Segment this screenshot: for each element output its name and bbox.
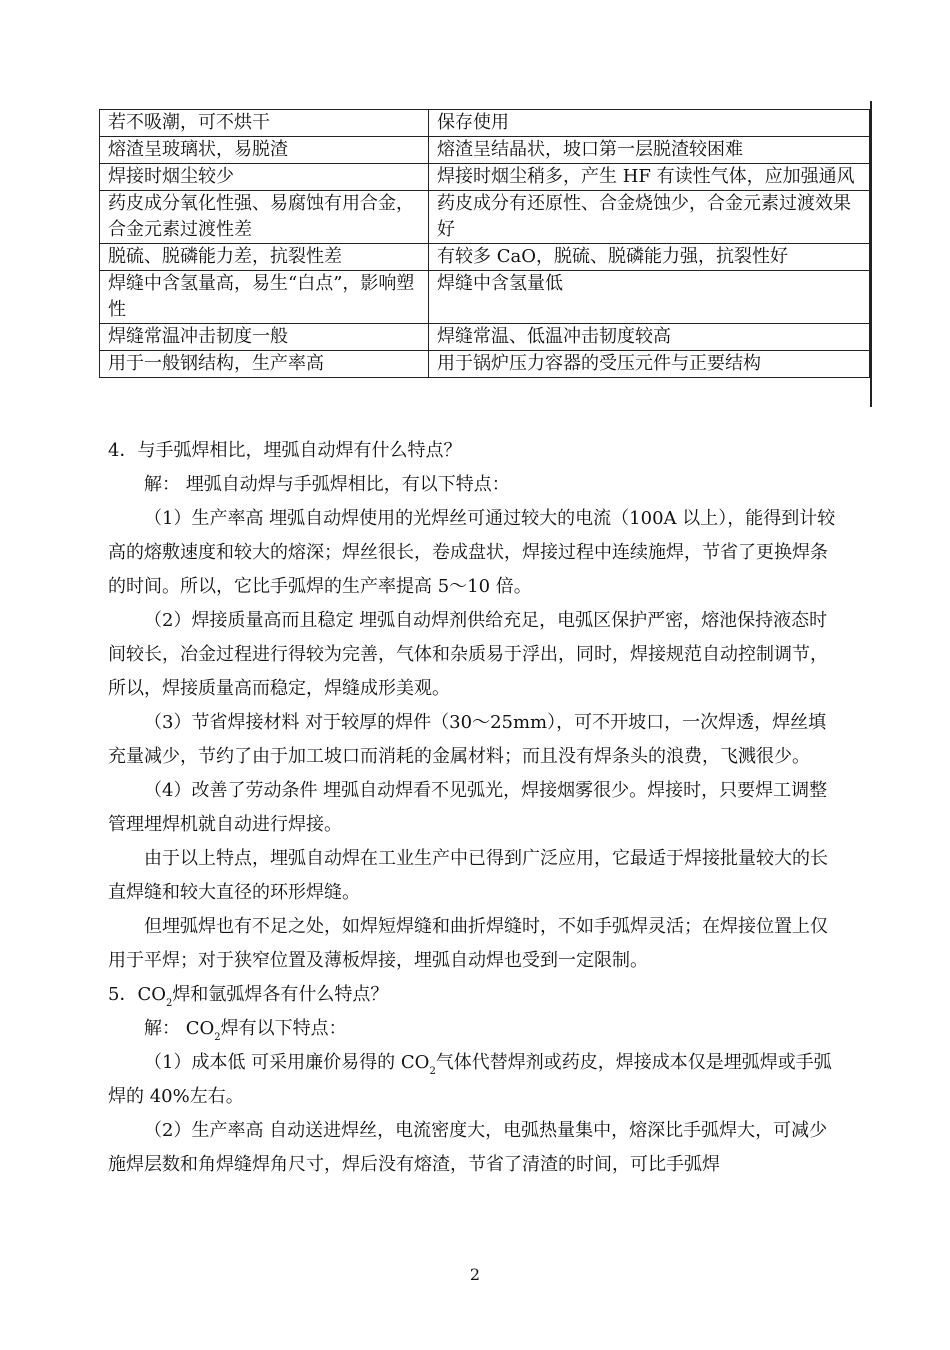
table-cell-right: 有较多 CaO，脱硫、脱磷能力强，抗裂性好 — [429, 244, 870, 271]
question-5-title — [108, 978, 843, 1012]
question-5-answer-prefix: 解： CO — [144, 1018, 215, 1039]
question-4-summary: 由于以上特点，埋弧自动焊在工业生产中已得到广泛应用，它最适于焊接批量较大的长直焊缝和较大直径的环形焊缝。 — [108, 848, 828, 903]
question-5-point-1 — [108, 1046, 843, 1114]
table-row — [100, 244, 870, 271]
question-5-point-1-prefix: （1）成本低 可采用廉价易得的 CO — [144, 1052, 430, 1073]
question-4-answer-intro: 解： 埋弧自动焊与手弧焊相比，有以下特点： — [144, 474, 510, 495]
table-cell-left: 焊缝常温冲击韧度一般 — [100, 324, 429, 351]
table-cell-right: 焊缝常温、低温冲击韧度较高 — [429, 324, 870, 351]
table-cell-left: 熔渣呈玻璃状，易脱渣 — [100, 137, 429, 164]
question-5-title-prefix: 5．CO — [108, 984, 166, 1005]
question-5-title-sub: 2 — [165, 998, 173, 1009]
question-4-point-3: （3）节省焊接材料 对于较厚的焊件（30～25mm），可不开坡口，一次焊透，焊丝填充量减少，节约了由于加工坡口而消耗的金属材料；而且没有焊条头的浪费，飞溅很少。 — [108, 712, 827, 767]
question-4-limitations: 但埋弧焊也有不足之处，如焊短焊缝和曲折焊缝时，不如手弧焊灵活；在焊接位置上仅用于平焊；对于狭窄位置及薄板焊接，埋弧自动焊也受到一定限制。 — [108, 916, 828, 971]
table-cell-right: 保存使用 — [429, 110, 870, 137]
table-cell-right: 熔渣呈结晶状，坡口第一层脱渣较困难 — [429, 137, 870, 164]
table-cell-right: 焊缝中含氢量低 — [429, 271, 870, 324]
table-row — [100, 164, 870, 191]
table-cell-left: 用于一般钢结构，生产率高 — [100, 351, 429, 378]
table-cell-left: 若不吸潮，可不烘干 — [100, 110, 429, 137]
table-row — [100, 324, 870, 351]
table-cell-left: 脱硫、脱磷能力差，抗裂性差 — [100, 244, 429, 271]
question-5-title-suffix: 焊和氩弧焊各有什么特点？ — [172, 984, 389, 1005]
table-row — [100, 110, 870, 137]
table-row — [100, 351, 870, 378]
table-row — [100, 137, 870, 164]
question-4-point-1: （1）生产率高 埋弧自动焊使用的光焊丝可通过较大的电流（100A 以上），能得到计较高的熔敷速度和较大的熔深；焊丝很长，卷成盘状，焊接过程中连续施焊，节省了更换焊条的时间。所以，它比手弧焊的生产率提高 5～10 倍。 — [108, 508, 836, 597]
question-4-point-2: （2）焊接质量高而且稳定 埋弧自动焊剂供给充足，电弧区保护严密，熔池保持液态时间较长，冶金过程进行得较为完善，气体和杂质易于浮出，同时，焊接规范自动控制调节，所以，焊接质量高而稳定，焊缝成形美观。 — [108, 610, 828, 699]
table-row — [100, 271, 870, 324]
question-5-point-2: （2）生产率高 自动送进焊丝，电流密度大，电弧热量集中，熔深比手弧焊大，可减少施焊层数和角焊缝焊角尺寸，焊后没有熔渣，节省了清渣的时间，可比手弧焊 — [108, 1120, 828, 1175]
table-cell-right: 药皮成分有还原性、合金烧蚀少，合金元素过渡效果好 — [429, 191, 870, 244]
question-4-point-4: （4）改善了劳动条件 埋弧自动焊看不见弧光，焊接烟雾很少。焊接时，只要焊工调整管理埋焊机就自动进行焊接。 — [108, 780, 828, 835]
table-cell-right: 焊接时烟尘稍多，产生 HF 有读性气体，应加强通风 — [429, 164, 870, 191]
table-cell-left: 焊接时烟尘较少 — [100, 164, 429, 191]
question-5-point-1-sub: 2 — [429, 1066, 436, 1077]
comparison-table — [99, 109, 870, 378]
page-number: 2 — [469, 1265, 481, 1284]
question-5-point-1-suffix: 气体代替焊剂或药皮，焊接成本仅是埋弧焊或手弧焊的 40%左右。 — [108, 1052, 832, 1107]
table-right-border — [870, 101, 872, 407]
question-4-title: 4．与手弧焊相比，埋弧自动焊有什么特点？ — [108, 440, 462, 461]
question-5-answer-suffix: 焊有以下特点： — [220, 1018, 347, 1039]
table-row — [100, 191, 870, 244]
table-cell-right: 用于锅炉压力容器的受压元件与正要结构 — [429, 351, 870, 378]
question-5-answer-intro — [108, 1012, 843, 1046]
table-cell-left: 药皮成分氧化性强、易腐蚀有用合金，合金元素过渡性差 — [100, 191, 429, 244]
question-5-answer-sub: 2 — [214, 1032, 221, 1043]
table-cell-left: 焊缝中含氢量高，易生“白点”，影响塑性 — [100, 271, 429, 324]
question-4-section — [108, 434, 843, 1182]
